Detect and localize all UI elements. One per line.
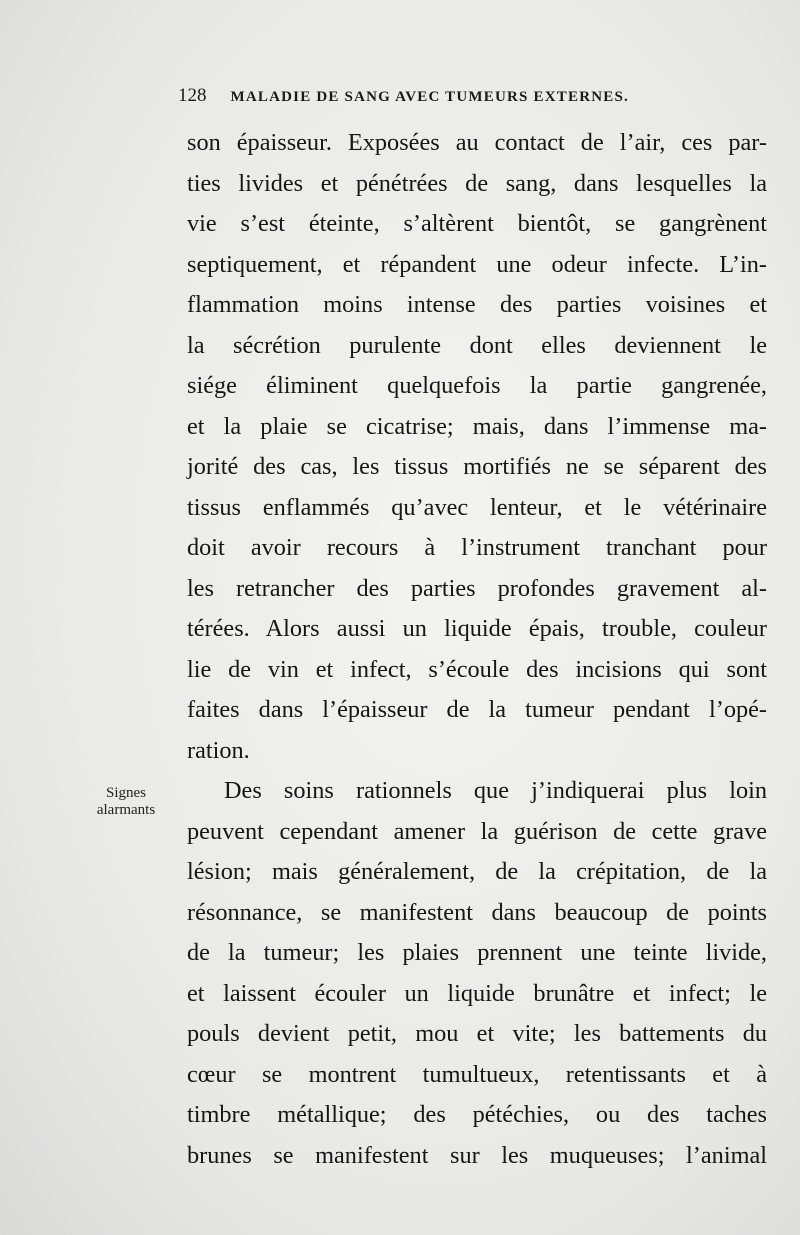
text-line: lie de vin et infect, s’écoule des incisions qui sont — [187, 655, 767, 683]
text-line: ration. — [187, 736, 250, 764]
text-line: et la plaie se cicatrise; mais, dans l’immense ma- — [187, 412, 767, 440]
margin-note-line: Signes — [105, 785, 146, 801]
page-header — [178, 85, 698, 107]
text-line: les retrancher des parties profondes gravement al- — [187, 574, 767, 602]
margin-note — [80, 785, 172, 819]
text-line: et laissent écouler un liquide brunâtre et infect; le — [187, 979, 767, 1007]
text-line: doit avoir recours à l’instrument tranchant pour — [187, 534, 767, 561]
text-line: vie s’est éteinte, s’altèrent bientôt, se gangrènent — [187, 210, 767, 237]
text-line: brunes se manifestent sur les muqueuses; l’animal — [187, 1141, 767, 1169]
text-line: peuvent cependant amener la guérison de cette grave — [187, 817, 767, 845]
text-line: siége éliminent quelquefois la partie gangrenée, — [187, 372, 767, 399]
running-title: MALADIE DE SANG AVEC TUMEURS EXTERNES. — [230, 89, 629, 105]
text-line: lésion; mais généralement, de la crépitation, de la — [187, 858, 767, 885]
body-text — [187, 123, 767, 1176]
text-line: faites dans l’épaisseur de la tumeur pendant l’opé- — [187, 696, 767, 723]
text-line: la sécrétion purulente dont elles deviennent le — [187, 331, 767, 359]
text-line: pouls devient petit, mou et vite; les battements du — [187, 1020, 767, 1047]
text-line: térées. Alors aussi un liquide épais, trouble, couleur — [187, 615, 767, 642]
text-line: timbre métallique; des pétéchies, ou des taches — [187, 1101, 767, 1128]
text-line: Des soins rationnels que j’indiquerai plus loin — [224, 777, 767, 804]
text-line: tissus enflammés qu’avec lenteur, et le vétérinaire — [187, 493, 767, 521]
text-line: flammation moins intense des parties voisines et — [187, 291, 767, 318]
text-line: de la tumeur; les plaies prennent une teinte livide, — [187, 939, 767, 966]
text-line: son épaisseur. Exposées au contact de l’air, ces par- — [187, 129, 767, 156]
text-line: septiquement, et répandent une odeur infecte. L’in- — [187, 250, 767, 278]
page-number: 128 — [178, 85, 207, 106]
text-line: résonnance, se manifestent dans beaucoup de points — [187, 898, 767, 926]
text-line: ties livides et pénétrées de sang, dans lesquelles la — [187, 169, 767, 197]
margin-note-line: alarmants — [96, 802, 156, 818]
text-line: cœur se montrent tumultueux, retentissants et à — [187, 1060, 767, 1088]
text-line: jorité des cas, les tissus mortifiés ne se séparent des — [187, 453, 767, 480]
